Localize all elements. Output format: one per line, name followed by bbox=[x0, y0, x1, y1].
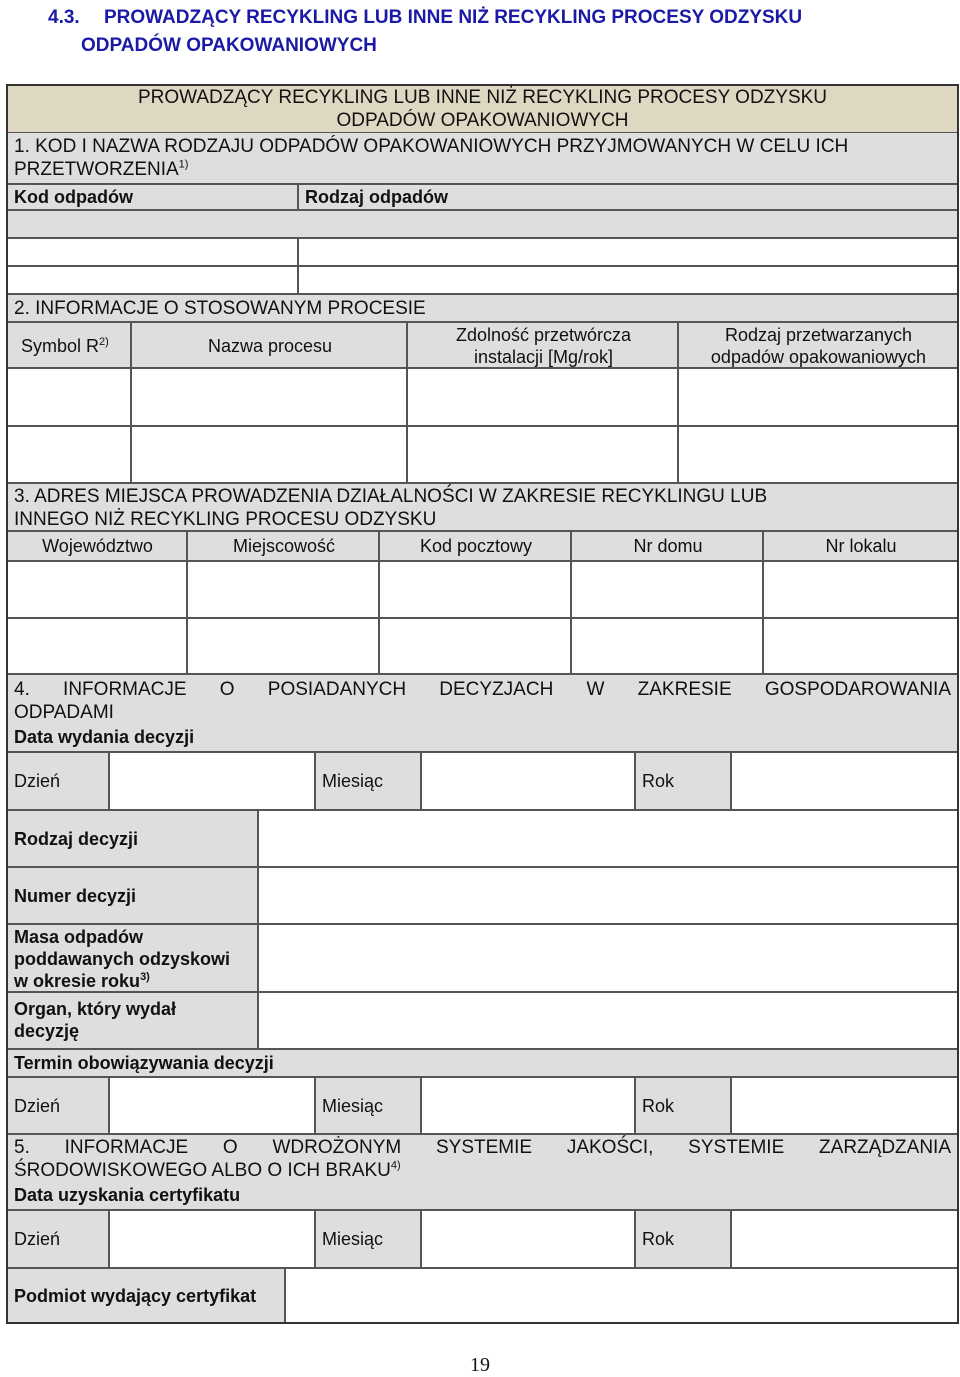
section2-title: 2. INFORMACJE O STOSOWANYM PROCESIE bbox=[14, 298, 426, 319]
col-header-symbol bbox=[8, 322, 131, 368]
cert-issuer-input[interactable] bbox=[285, 1268, 957, 1322]
cert-date-label: Data uzyskania certyfikatu bbox=[14, 1185, 241, 1205]
waste-code-input-2[interactable] bbox=[8, 266, 298, 294]
house-number-input-1[interactable] bbox=[571, 561, 763, 618]
waste-mass-line2: poddawanych odzyskowi bbox=[14, 949, 231, 969]
process-name-input-2[interactable] bbox=[131, 426, 407, 483]
col-symbol-label bbox=[21, 335, 109, 357]
issue-day-label-cell bbox=[8, 752, 109, 810]
col-header-postal-code bbox=[379, 531, 571, 561]
waste-mass-label-cell bbox=[8, 924, 258, 992]
col-waste-kind-line2: odpadów opakowaniowych bbox=[710, 347, 927, 367]
decision-type-label-cell bbox=[8, 810, 258, 867]
heading-text-line1: PROWADZĄCY RECYKLING LUB INNE NIŻ RECYKLING PROCESY ODZYSKU bbox=[104, 7, 803, 28]
cert-year-label: Rok bbox=[642, 1229, 675, 1249]
issue-date-label: Data wydania decyzji bbox=[14, 727, 195, 747]
form-title-band bbox=[8, 86, 957, 132]
col-header-waste-type bbox=[298, 184, 957, 210]
heading-text-line2: ODPADÓW OPAKOWANIOWYCH bbox=[81, 35, 377, 56]
validity-month-label-cell bbox=[315, 1077, 421, 1134]
section4-title-line1: 4. INFORMACJE O POSIADANYCH DECYZJACH W ZAKRESIE GOSPODAROWANIA bbox=[14, 679, 951, 700]
validity-year-input[interactable] bbox=[731, 1077, 957, 1134]
postal-code-input-2[interactable] bbox=[379, 618, 571, 674]
col-capacity-line2: instalacji [Mg/rok] bbox=[473, 347, 614, 367]
section1-header bbox=[8, 132, 957, 184]
symbol-input-1[interactable] bbox=[8, 368, 131, 426]
locality-input-2[interactable] bbox=[187, 618, 379, 674]
validity-year-label: Rok bbox=[642, 1096, 675, 1116]
validity-month-input[interactable] bbox=[421, 1077, 635, 1134]
page-heading bbox=[48, 4, 928, 60]
symbol-input-2[interactable] bbox=[8, 426, 131, 483]
section3-title-line2: INNEGO NIŻ RECYKLING PROCESU ODZYSKU bbox=[14, 509, 437, 530]
section3-header bbox=[8, 483, 957, 531]
section5-title-line2-text: ŚRODOWISKOWEGO ALBO O ICH BRAKU bbox=[14, 1160, 391, 1181]
col-voivodeship-label: Województwo bbox=[42, 536, 153, 556]
cert-month-label-cell bbox=[315, 1210, 421, 1268]
issuing-authority-input[interactable] bbox=[258, 992, 957, 1049]
waste-type-input-1[interactable] bbox=[298, 238, 957, 266]
validity-day-input[interactable] bbox=[109, 1077, 315, 1134]
issuing-authority-label-cell bbox=[8, 992, 258, 1049]
cert-year-input[interactable] bbox=[731, 1210, 957, 1268]
form-title-line2: ODPADÓW OPAKOWANIOWYCH bbox=[336, 110, 629, 131]
apartment-number-input-2[interactable] bbox=[763, 618, 957, 674]
waste-mass-line3 bbox=[14, 970, 150, 992]
col-waste-kind-line1: Rodzaj przetwarzanych bbox=[724, 325, 913, 345]
col-header-voivodeship bbox=[8, 531, 187, 561]
issue-year-label: Rok bbox=[642, 771, 675, 791]
col-header-apartment-number bbox=[763, 531, 957, 561]
validity-year-label-cell bbox=[635, 1077, 731, 1134]
col-symbol-text: Symbol R bbox=[21, 336, 100, 356]
page-number: 19 bbox=[470, 1354, 490, 1376]
form-title-line1: PROWADZĄCY RECYKLING LUB INNE NIŻ RECYKLING PROCESY ODZYSKU bbox=[137, 87, 828, 108]
col-symbol-footnote: 2) bbox=[99, 336, 109, 348]
validity-label: Termin obowiązywania decyzji bbox=[14, 1053, 274, 1073]
issue-month-input[interactable] bbox=[421, 752, 635, 810]
cert-month-label: Miesiąc bbox=[322, 1229, 384, 1249]
issue-year-label-cell bbox=[635, 752, 731, 810]
form-table bbox=[6, 84, 959, 1324]
col-waste-code-label: Kod odpadów bbox=[14, 187, 133, 207]
decision-number-input[interactable] bbox=[258, 867, 957, 924]
section1-title-text: 1. KOD I NAZWA RODZAJU ODPADÓW OPAKOWANIOWYCH PRZYJMOWANYCH W CELU ICH PRZETWORZENIA bbox=[14, 136, 849, 180]
col-header-waste-kind bbox=[678, 322, 957, 368]
col-house-number-label: Nr domu bbox=[633, 536, 703, 556]
issuing-authority-line2: decyzję bbox=[14, 1021, 80, 1041]
cert-month-input[interactable] bbox=[421, 1210, 635, 1268]
voivodeship-input-2[interactable] bbox=[8, 618, 187, 674]
section4-header bbox=[8, 674, 957, 752]
capacity-input-2[interactable] bbox=[407, 426, 678, 483]
locality-input-1[interactable] bbox=[187, 561, 379, 618]
decision-number-label-cell bbox=[8, 867, 258, 924]
waste-mass-line1: Masa odpadów bbox=[14, 927, 144, 947]
issue-day-input[interactable] bbox=[109, 752, 315, 810]
apartment-number-input-1[interactable] bbox=[763, 561, 957, 618]
col-apartment-number-label: Nr lokalu bbox=[825, 536, 897, 556]
section5-footnote: 4) bbox=[390, 1159, 401, 1172]
col-postal-code-label: Kod pocztowy bbox=[419, 536, 533, 556]
process-name-input-1[interactable] bbox=[131, 368, 407, 426]
decision-type-input[interactable] bbox=[258, 810, 957, 867]
waste-kind-input-2[interactable] bbox=[678, 426, 957, 483]
col-header-waste-code bbox=[8, 184, 298, 210]
page-heading-line1 bbox=[48, 4, 928, 32]
col-header-capacity bbox=[407, 322, 678, 368]
postal-code-input-1[interactable] bbox=[379, 561, 571, 618]
waste-mass-line3-text: w okresie roku bbox=[14, 971, 141, 991]
house-number-input-2[interactable] bbox=[571, 618, 763, 674]
issue-day-label: Dzień bbox=[14, 771, 61, 791]
section1-title bbox=[14, 135, 949, 181]
section5-title-line2 bbox=[14, 1159, 401, 1182]
waste-code-input-1[interactable] bbox=[8, 238, 298, 266]
issue-month-label-cell bbox=[315, 752, 421, 810]
cert-issuer-label-cell bbox=[8, 1268, 285, 1322]
col-header-process-name bbox=[131, 322, 407, 368]
section4-title-line2: ODPADAMI bbox=[14, 702, 114, 723]
cert-year-label-cell bbox=[635, 1210, 731, 1268]
cert-issuer-label: Podmiot wydający certyfikat bbox=[14, 1286, 257, 1306]
col-locality-label: Miejscowość bbox=[232, 536, 336, 556]
cert-day-input[interactable] bbox=[109, 1210, 315, 1268]
cert-day-label-cell bbox=[8, 1210, 109, 1268]
section2-header bbox=[8, 294, 957, 322]
validity-month-label: Miesiąc bbox=[322, 1096, 384, 1116]
heading-number: 4.3. bbox=[48, 7, 80, 28]
col-process-name-label: Nazwa procesu bbox=[207, 336, 333, 356]
voivodeship-input-1[interactable] bbox=[8, 561, 187, 618]
section1-spacer bbox=[8, 210, 957, 238]
issuing-authority-line1: Organ, który wydał bbox=[14, 999, 177, 1019]
issue-year-input[interactable] bbox=[731, 752, 957, 810]
col-waste-type-label: Rodzaj odpadów bbox=[305, 187, 448, 207]
validity-day-label: Dzień bbox=[14, 1096, 61, 1116]
decision-number-label: Numer decyzji bbox=[14, 886, 137, 906]
col-header-house-number bbox=[571, 531, 763, 561]
section3-title-line1: 3. ADRES MIEJSCA PROWADZENIA DZIAŁALNOŚCI W ZAKRESIE RECYKLINGU LUB bbox=[14, 486, 768, 507]
cert-day-label: Dzień bbox=[14, 1229, 61, 1249]
section5-title-line1: 5. INFORMACJE O WDROŻONYM SYSTEMIE JAKOŚCI, SYSTEMIE ZARZĄDZANIA bbox=[14, 1137, 951, 1158]
waste-type-input-2[interactable] bbox=[298, 266, 957, 294]
validity-header bbox=[8, 1049, 957, 1077]
col-header-locality bbox=[187, 531, 379, 561]
waste-mass-footnote: 3) bbox=[140, 971, 150, 983]
waste-mass-input[interactable] bbox=[258, 924, 957, 992]
capacity-input-1[interactable] bbox=[407, 368, 678, 426]
waste-kind-input-1[interactable] bbox=[678, 368, 957, 426]
section1-footnote: 1) bbox=[178, 158, 189, 171]
col-capacity-line1: Zdolność przetwórcza bbox=[455, 325, 632, 345]
decision-type-label: Rodzaj decyzji bbox=[14, 829, 139, 849]
section5-header bbox=[8, 1134, 957, 1210]
issue-month-label: Miesiąc bbox=[322, 771, 384, 791]
validity-day-label-cell bbox=[8, 1077, 109, 1134]
